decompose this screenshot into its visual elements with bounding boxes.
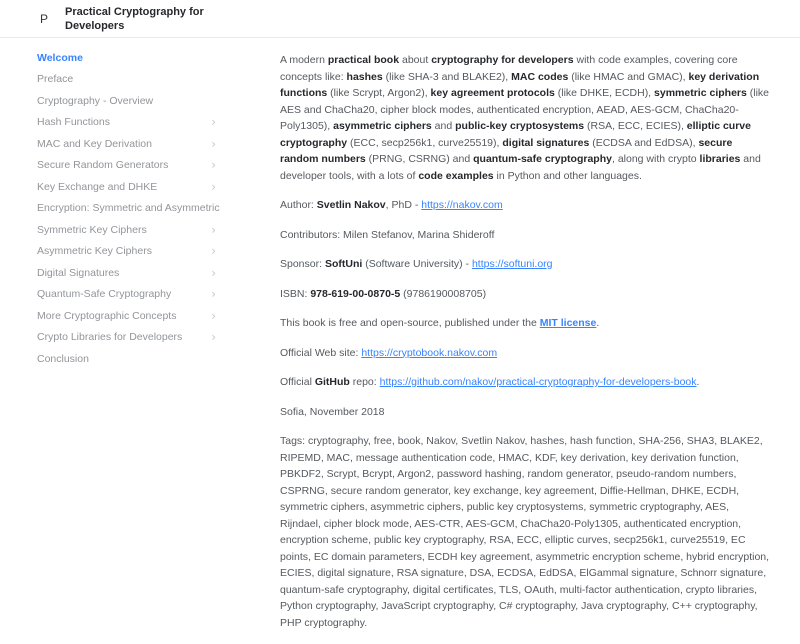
sidebar-item-label: Crypto Libraries for Developers: [37, 331, 183, 344]
text: (like SHA-3 and BLAKE2),: [382, 70, 512, 83]
chevron-right-icon[interactable]: ›: [211, 115, 216, 130]
link[interactable]: https://cryptobook.nakov.com: [361, 346, 498, 359]
sidebar-item-label: Symmetric Key Ciphers: [37, 223, 147, 236]
main-content: [280, 39, 772, 644]
sidebar-item-label: Quantum-Safe Cryptography: [37, 288, 172, 301]
bold-text: secure random numbers: [280, 136, 733, 165]
chevron-right-icon[interactable]: ›: [211, 287, 216, 302]
chevron-right-icon[interactable]: ›: [211, 136, 216, 151]
text: (like HMAC and GMAC),: [568, 70, 689, 83]
chevron-right-icon[interactable]: ›: [211, 330, 216, 345]
text: (9786190008705): [400, 287, 487, 300]
isbn-line: [280, 286, 772, 303]
bold-text: MAC codes: [511, 70, 569, 83]
text: (like AES and ChaCha20, cipher block modes, authenticated encryption, AEAD, AES-GCM, ChaCha20-Poly1305),: [280, 87, 770, 132]
sidebar-item-label: Welcome: [37, 51, 83, 64]
sidebar-item-label: More Cryptographic Concepts: [37, 309, 177, 322]
bold-text: cryptography for developers: [431, 54, 574, 66]
bold-text: public-key cryptosystems: [455, 120, 585, 132]
sidebar-item-label: Secure Random Generators: [37, 159, 169, 172]
author-line: [280, 197, 772, 214]
sponsor-line: [280, 256, 772, 273]
text: Contributors: Milen Stefanov, Marina Shideroff: [280, 228, 495, 241]
text: , along with crypto: [611, 153, 700, 165]
text: (ECC, secp256k1, curve25519),: [347, 136, 503, 149]
book-logo[interactable]: P: [40, 11, 49, 26]
link[interactable]: MIT license: [539, 317, 597, 329]
bold-text: Svetlin Nakov: [316, 199, 386, 211]
text: ISBN:: [280, 287, 311, 300]
text: (like Scrypt, Argon2),: [327, 87, 431, 99]
text: .: [696, 376, 700, 388]
sidebar-item-preface[interactable]: [0, 69, 242, 91]
bold-text: key agreement protocols: [430, 87, 555, 99]
bold-text: quantum-safe cryptography: [473, 153, 612, 165]
sidebar-item-asymmetric-key-ciphers[interactable]: [0, 241, 242, 263]
text: and: [431, 120, 456, 132]
sidebar-item-encryption-symmetric-and-asymmetric[interactable]: [0, 198, 242, 220]
bold-text: elliptic curve cryptography: [280, 120, 751, 149]
bold-text: GitHub: [314, 376, 350, 388]
text: Tags: cryptography, free, book, Nakov, Svetlin Nakov, hashes, hash function, SHA-256, SHA3, BLAKE2, RIPEMD, MAC, message authentication code, HMAC, KDF, key derivation, key derivation function, PBKDF2, Scrypt, Bcrypt, Argon2, password hashing, random generator, pseudo-random numbers, CSPRNG, secure random generator, key exchange, key agreement, Diffie-Hellman, DHKE, ECDH, symmetric ciphers, asymmetric ciphers, public key cryptosystems, symmetric cryptography, AES, Rijndael, cipher block mode, AES-CTR, AES-GCM, ChaCha20-Poly1305, authenticated encryption, encryption scheme, public key cryptography, RSA, ECC, elliptic curves, secp256k1, curve25519, EC points, EC domain parameters, ECDH key agreement, asymmetric encryption scheme, hybrid encryption, ECIES, digital signature, RSA signature, DSA, ECDSA, EdDSA, ElGammal signature, Schnorr signature, quantum-safe cryptography, digital certificates, TLS, OAuth, multi-factor authentication, crypto libraries, Python cryptography, JavaScript cryptography, C# cryptography, Java cryptography, C++ cryptography, PHP cryptography.: [280, 435, 770, 629]
sidebar-item-mac-and-key-derivation[interactable]: [0, 133, 242, 155]
website-line: [280, 345, 772, 362]
sidebar-item-label: Encryption: Symmetric and Asymmetric: [37, 202, 220, 215]
date-line: [280, 404, 772, 421]
license-line: [280, 315, 772, 332]
sidebar-item-hash-functions[interactable]: [0, 112, 242, 134]
text: .: [596, 317, 600, 329]
chevron-right-icon[interactable]: ›: [211, 179, 216, 194]
tags-paragraph: [280, 433, 772, 631]
sidebar-item-secure-random-generators[interactable]: [0, 155, 242, 177]
sidebar-item-digital-signatures[interactable]: [0, 262, 242, 284]
text: (PRNG, CSRNG) and: [365, 153, 474, 165]
sidebar-item-label: Conclusion: [37, 352, 89, 365]
chevron-right-icon[interactable]: ›: [211, 158, 216, 173]
bold-text: SoftUni: [324, 258, 363, 270]
text: repo:: [349, 376, 380, 388]
sidebar-item-symmetric-key-ciphers[interactable]: [0, 219, 242, 241]
bold-text: libraries: [699, 153, 741, 165]
text: This book is free and open-source, published under the: [280, 317, 540, 329]
text: Official: [280, 376, 315, 388]
github-line: [280, 374, 772, 391]
chevron-right-icon[interactable]: ›: [211, 265, 216, 280]
bold-text: hashes: [346, 70, 383, 83]
text: A modern: [280, 54, 328, 66]
book-title[interactable]: Practical Cryptography for Developers: [65, 5, 204, 32]
bold-text: practical book: [327, 54, 400, 66]
header: [0, 0, 800, 38]
sidebar-item-more-cryptographic-concepts[interactable]: [0, 305, 242, 327]
bold-text: asymmetric ciphers: [333, 120, 432, 132]
text: (RSA, ECC, ECIES),: [584, 120, 687, 132]
bold-text: 978-619-00-0870-5: [310, 287, 401, 300]
bold-text: digital signatures: [502, 136, 590, 149]
text: Official Web site:: [280, 346, 362, 359]
sidebar-item-welcome[interactable]: [0, 47, 242, 69]
intro-paragraph: [280, 52, 772, 184]
text: Sponsor:: [280, 258, 325, 270]
text: and developer tools, with a lots of: [280, 153, 761, 182]
text: (Software University) -: [362, 258, 472, 270]
chevron-right-icon[interactable]: ›: [211, 222, 216, 237]
text: in Python and other languages.: [493, 169, 642, 182]
text: Sofia, November 2018: [280, 405, 385, 418]
sidebar-item-label: Key Exchange and DHKE: [37, 180, 158, 193]
bold-text: key derivation functions: [280, 70, 760, 99]
text: , PhD -: [385, 199, 422, 211]
sidebar-item-label: MAC and Key Derivation: [37, 137, 152, 150]
sidebar-item-label: Hash Functions: [37, 116, 110, 129]
text: Author:: [280, 199, 317, 211]
bold-text: code examples: [418, 169, 494, 182]
text: (ECDSA and EdDSA),: [589, 136, 699, 149]
link[interactable]: https://nakov.com: [421, 199, 503, 211]
sidebar-item-crypto-libraries-for-developers[interactable]: [0, 327, 242, 349]
text: about: [399, 54, 432, 66]
sidebar-item-cryptography-overview[interactable]: [0, 90, 242, 112]
sidebar-item-key-exchange-and-dhke[interactable]: [0, 176, 242, 198]
text: (like DHKE, ECDH),: [554, 87, 655, 99]
contributors-line: [280, 227, 772, 244]
text: with code examples, covering core concepts like:: [280, 54, 738, 83]
sidebar-item-label: Cryptography - Overview: [37, 94, 154, 107]
link[interactable]: https://github.com/nakov/practical-cryptography-for-developers-book: [379, 376, 697, 388]
sidebar-item-quantum-safe-cryptography[interactable]: [0, 284, 242, 306]
bold-text: symmetric ciphers: [654, 87, 747, 99]
sidebar: [0, 39, 242, 370]
chevron-right-icon[interactable]: ›: [211, 244, 216, 259]
chevron-right-icon[interactable]: ›: [211, 308, 216, 323]
sidebar-item-label: Digital Signatures: [37, 266, 120, 279]
sidebar-item-label: Asymmetric Key Ciphers: [37, 245, 152, 258]
sidebar-item-label: Preface: [37, 73, 74, 86]
sidebar-item-conclusion[interactable]: [0, 348, 242, 370]
link[interactable]: https://softuni.org: [471, 258, 553, 270]
